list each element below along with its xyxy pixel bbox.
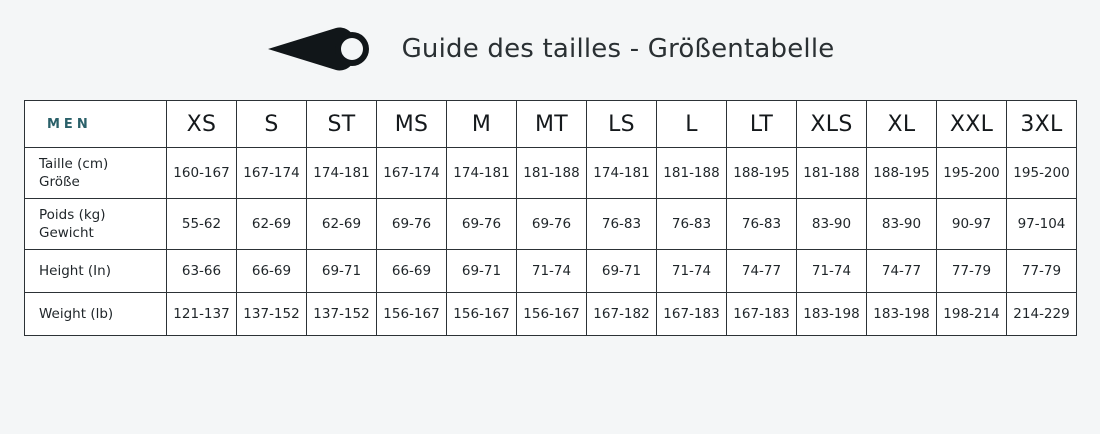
size-header-3xl: 3XL: [1007, 101, 1077, 148]
cell: 181-188: [517, 148, 587, 199]
brand-logo-icon: [266, 26, 376, 72]
size-header-xl: XL: [867, 101, 937, 148]
cell: 74-77: [727, 250, 797, 293]
page-title: Guide des tailles - Größentabelle: [401, 34, 835, 64]
cell: 69-71: [447, 250, 517, 293]
table-body: [25, 148, 1077, 336]
cell: 198-214: [937, 293, 1007, 336]
size-header-lt: LT: [727, 101, 797, 148]
cell: 69-76: [517, 199, 587, 250]
table-corner-label: MEN: [25, 101, 167, 148]
row-label-line1: Poids (kg): [39, 206, 106, 223]
cell: 188-195: [867, 148, 937, 199]
cell: 160-167: [167, 148, 237, 199]
cell: 74-77: [867, 250, 937, 293]
size-table: [24, 100, 1077, 336]
cell: 71-74: [797, 250, 867, 293]
cell: 77-79: [937, 250, 1007, 293]
size-header-ls: LS: [587, 101, 657, 148]
size-table-container: [24, 100, 1076, 336]
cell: 174-181: [587, 148, 657, 199]
cell: 174-181: [307, 148, 377, 199]
size-header-xls: XLS: [797, 101, 867, 148]
cell: 195-200: [1007, 148, 1077, 199]
cell: 174-181: [447, 148, 517, 199]
cell: 167-182: [587, 293, 657, 336]
size-header-s: S: [237, 101, 307, 148]
cell: 76-83: [587, 199, 657, 250]
cell: 156-167: [447, 293, 517, 336]
cell: 62-69: [307, 199, 377, 250]
size-header-m: M: [447, 101, 517, 148]
cell: 69-76: [447, 199, 517, 250]
cell: 97-104: [1007, 199, 1077, 250]
size-header-st: ST: [307, 101, 377, 148]
cell: 83-90: [797, 199, 867, 250]
page-header: [0, 0, 1100, 92]
table-header-row: [25, 101, 1077, 148]
cell: 83-90: [867, 199, 937, 250]
cell: 214-229: [1007, 293, 1077, 336]
row-label-weight-lb: [25, 293, 167, 336]
cell: 66-69: [377, 250, 447, 293]
size-header-ms: MS: [377, 101, 447, 148]
cell: 137-152: [307, 293, 377, 336]
row-label-weight-kg: [25, 199, 167, 250]
cell: 156-167: [377, 293, 447, 336]
cell: 76-83: [727, 199, 797, 250]
table-row: [25, 293, 1077, 336]
size-header-mt: MT: [517, 101, 587, 148]
cell: 66-69: [237, 250, 307, 293]
cell: 195-200: [937, 148, 1007, 199]
row-label-line1: Height (In): [39, 262, 111, 279]
table-row: [25, 250, 1077, 293]
cell: 62-69: [237, 199, 307, 250]
cell: 183-198: [867, 293, 937, 336]
cell: 181-188: [797, 148, 867, 199]
cell: 76-83: [657, 199, 727, 250]
cell: 181-188: [657, 148, 727, 199]
cell: 188-195: [727, 148, 797, 199]
size-header-xs: XS: [167, 101, 237, 148]
table-row: [25, 148, 1077, 199]
size-header-xxl: XXL: [937, 101, 1007, 148]
cell: 167-183: [657, 293, 727, 336]
cell: 55-62: [167, 199, 237, 250]
cell: 167-174: [237, 148, 307, 199]
cell: 156-167: [517, 293, 587, 336]
cell: 63-66: [167, 250, 237, 293]
row-label-line1: Weight (lb): [39, 305, 114, 322]
row-label-line2: Gewicht: [39, 225, 94, 241]
cell: 167-174: [377, 148, 447, 199]
cell: 183-198: [797, 293, 867, 336]
cell: 69-71: [587, 250, 657, 293]
table-row: [25, 199, 1077, 250]
cell: 77-79: [1007, 250, 1077, 293]
cell: 121-137: [167, 293, 237, 336]
cell: 69-76: [377, 199, 447, 250]
cell: 90-97: [937, 199, 1007, 250]
cell: 71-74: [657, 250, 727, 293]
row-label-line1: Taille (cm): [39, 155, 109, 172]
size-header-l: L: [657, 101, 727, 148]
cell: 137-152: [237, 293, 307, 336]
cell: 167-183: [727, 293, 797, 336]
row-label-height-cm: [25, 148, 167, 199]
row-label-line2: Größe: [39, 174, 80, 190]
row-label-height-in: [25, 250, 167, 293]
cell: 69-71: [307, 250, 377, 293]
cell: 71-74: [517, 250, 587, 293]
